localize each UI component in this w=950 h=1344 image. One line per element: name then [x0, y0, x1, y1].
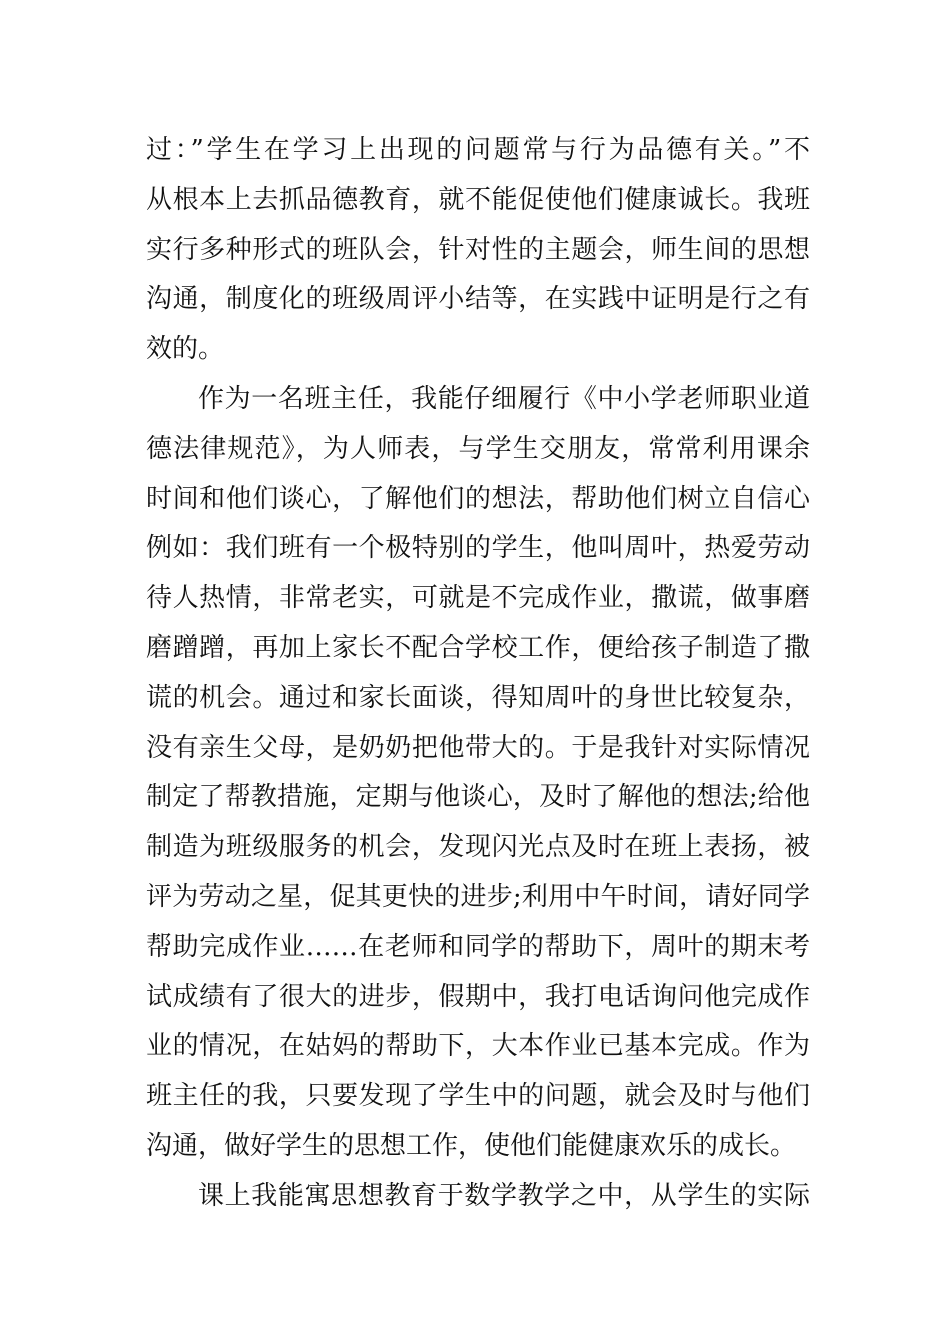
- text-line: 沟通，做好学生的思想工作，使他们能健康欢乐的成长。: [146, 1130, 797, 1161]
- text-line: 试成绩有了很大的进步，假期中，我打电话询问他完成作: [146, 981, 810, 1012]
- text-line: 作为一名班主任，我能仔细履行《中小学老师职业道: [198, 383, 810, 414]
- text-line: 帮助完成作业……在老师和同学的帮助下，周叶的期末考: [146, 931, 810, 962]
- text-line: 课上我能寓思想教育于数学教学之中，从学生的实际: [198, 1180, 810, 1211]
- text-line: 制定了帮教措施，定期与他谈心，及时了解他的想法;给他: [146, 782, 810, 813]
- text-line: 班主任的我，只要发现了学生中的问题，就会及时与他们: [146, 1081, 810, 1112]
- text-line: 沟通，制度化的班级周评小结等，在实践中证明是行之有: [146, 284, 810, 315]
- text-line: 业的情况，在姑妈的帮助下，大本作业已基本完成。作为: [146, 1031, 810, 1062]
- text-line: 过：”学生在学习上出现的问题常与行为品德有关。”不: [146, 135, 810, 165]
- text-line: 谎的机会。通过和家长面谈，得知周叶的身世比较复杂，: [146, 682, 810, 713]
- text-line: 从根本上去抓品德教育，就不能促使他们健康诚长。我班: [146, 184, 810, 215]
- text-line: 待人热情，非常老实，可就是不完成作业，撒谎，做事磨: [146, 583, 810, 614]
- text-line: 评为劳动之星，促其更快的进步;利用中午时间，请好同学: [146, 881, 810, 912]
- text-line: 制造为班级服务的机会，发现闪光点及时在班上表扬，被: [146, 832, 810, 863]
- text-line: 没有亲生父母，是奶奶把他带大的。于是我针对实际情况: [146, 732, 810, 763]
- text-line: 德法律规范》，为人师表，与学生交朋友，常常利用课余: [146, 433, 810, 464]
- text-line: 时间和他们谈心，了解他们的想法，帮助他们树立自信心: [146, 483, 810, 514]
- text-line: 效的。: [146, 334, 225, 365]
- body-text: [146, 126, 810, 1222]
- text-line: 例如：我们班有一个极特别的学生，他叫周叶，热爱劳动: [146, 533, 810, 564]
- text-line: 实行多种形式的班队会，针对性的主题会，师生间的思想: [146, 234, 810, 265]
- text-line: 磨蹭蹭，再加上家长不配合学校工作，便给孩子制造了撒: [146, 632, 810, 663]
